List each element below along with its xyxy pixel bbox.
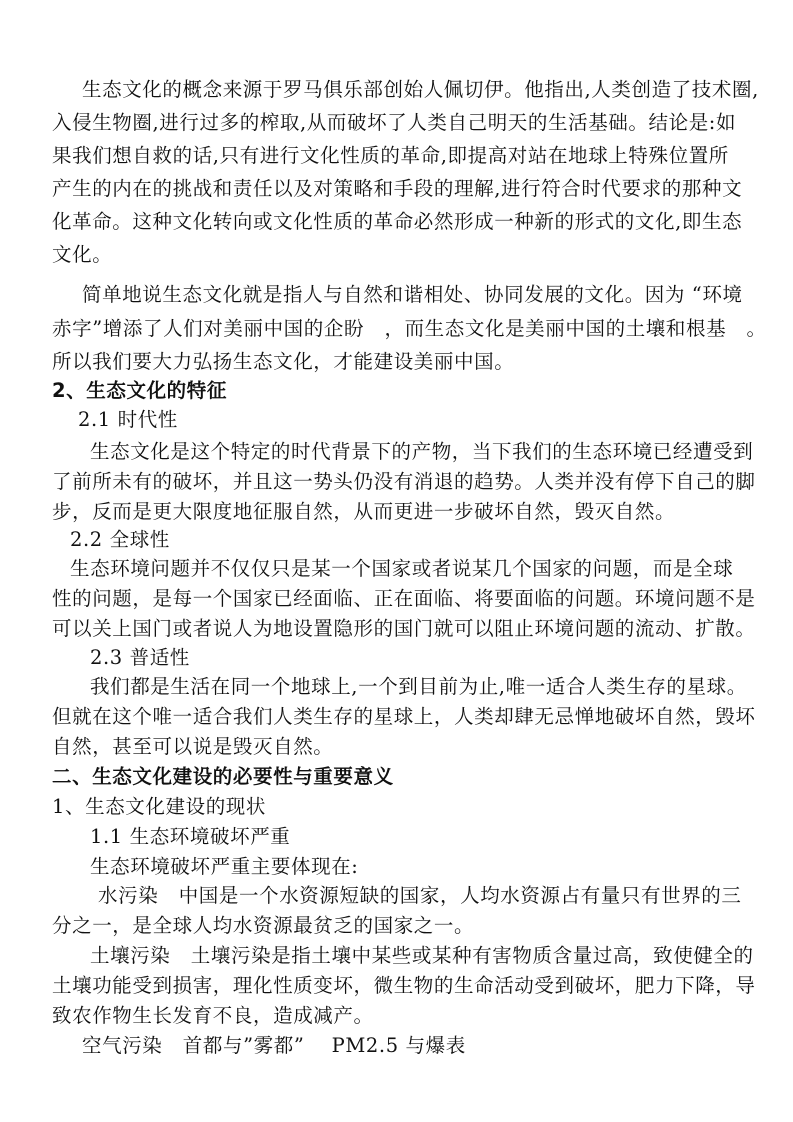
subsection-heading: 1.1 生态环境破坏严重 [90, 825, 291, 848]
paragraph-line: 水污染 中国是一个水资源短缺的国家，人均水资源占有量只有世界的三 [98, 884, 742, 907]
paragraph-line: 生态环境破坏严重主要体现在: [90, 855, 359, 878]
chapter-heading: 二、生态文化建设的必要性与重要意义 [52, 765, 394, 788]
paragraph-line: 产生的内在的挑战和责任以及对策略和手段的理解,进行符合时代要求的那种文 [52, 177, 743, 200]
paragraph-line: 生态环境问题并不仅仅只是某一个国家或者说某几个国家的问题，而是全球 [70, 557, 734, 580]
section-heading: 1、生态文化建设的现状 [52, 795, 267, 818]
paragraph-line: 可以关上国门或者说人为地设置隐形的国门就可以阻止环境问题的流动、扩散。 [52, 617, 756, 640]
paragraph-line: 空气污染 首都与”雾都” PM2.5 与爆表 [82, 1034, 466, 1057]
paragraph-line: 我们都是生活在同一个地球上,一个到目前为止,唯一适合人类生存的星球。 [90, 675, 747, 698]
paragraph-line: 性的问题，是每一个国家已经面临、正在面临、将要面临的问题。环境问题不是 [52, 587, 756, 610]
paragraph-line: 土壤污染 土壤污染是指土壤中某些或某种有害物质含量过高，致使健全的 [90, 944, 754, 967]
paragraph-line: 赤字”增添了人们对美丽中国的企盼 ，而生态文化是美丽中国的土壤和根基 。 [52, 317, 767, 340]
paragraph-line: 土壤功能受到损害，理化性质变坏，微生物的生命活动受到破坏，肥力下降，导 [52, 974, 756, 997]
paragraph-line: 步，反而是更大限度地征服自然，从而更进一步破坏自然，毁灭自然。 [52, 500, 676, 523]
section-heading: 2、生态文化的特征 [52, 379, 227, 402]
paragraph-line: 了前所未有的破坏，并且这一势头仍没有消退的趋势。人类并没有停下自己的脚 [52, 470, 756, 493]
paragraph-line: 果我们想自救的话,只有进行文化性质的革命,即提高对站在地球上特殊位置所 [52, 144, 729, 167]
paragraph-line: 致农作物生长发育不良，造成减产。 [52, 1004, 374, 1027]
paragraph-line: 入侵生物圈,进行过多的榨取,从而破坏了人类自己明天的生活基础。结论是:如 [52, 111, 737, 134]
paragraph-line: 生态文化是这个特定的时代背景下的产物，当下我们的生态环境已经遭受到 [90, 440, 754, 463]
subsection-heading: 2.1 时代性 [78, 408, 178, 431]
paragraph-line: 简单地说生态文化就是指人与自然和谐相处、协同发展的文化。因为 “环境 [82, 283, 743, 306]
paragraph-line: 文化。 [52, 243, 113, 266]
paragraph-line: 分之一，是全球人均水资源最贫乏的国家之一。 [52, 914, 475, 937]
paragraph-line: 自然，甚至可以说是毁灭自然。 [52, 735, 334, 758]
subsection-heading: 2.3 普适性 [90, 646, 190, 669]
paragraph-line: 化革命。这种文化转向或文化性质的革命必然形成一种新的形式的文化,即生态 [52, 210, 743, 233]
paragraph-line: 但就在这个唯一适合我们人类生存的星球上，人类却肆无忌惮地破坏自然，毁坏 [52, 705, 756, 728]
subsection-heading: 2.2 全球性 [70, 528, 170, 551]
paragraph-line: 所以我们要大力弘扬生态文化，才能建设美丽中国。 [52, 350, 515, 373]
paragraph-line: 生态文化的概念来源于罗马俱乐部创始人佩切伊。他指出,人类创造了技术圈, [82, 78, 759, 101]
